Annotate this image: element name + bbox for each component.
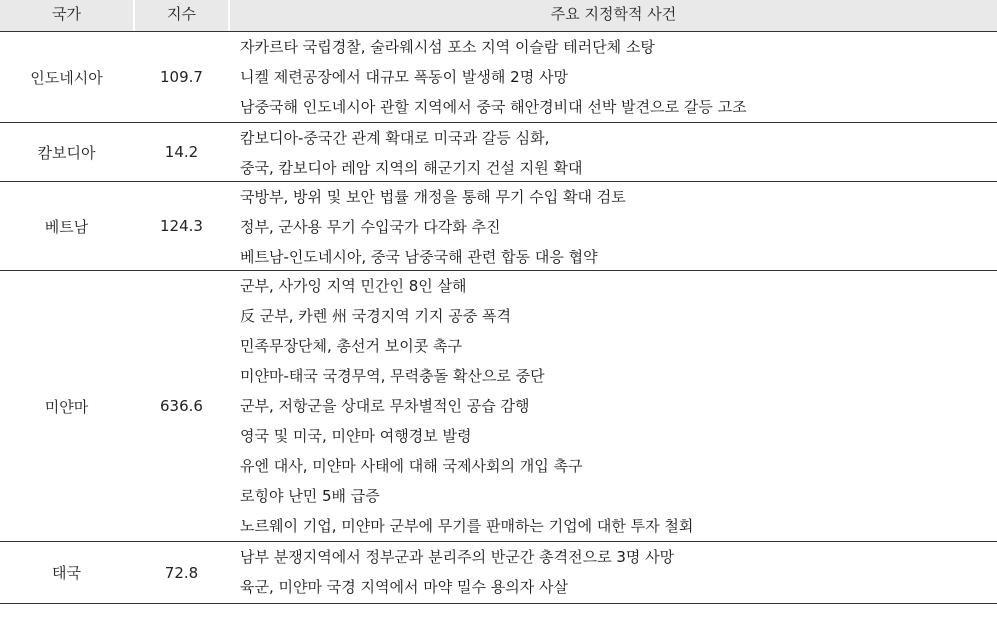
table-row-cambodia [0, 123, 997, 182]
event-item: 국방부, 방위 및 보안 법률 개정을 통해 무기 수입 확대 검토 [240, 188, 626, 206]
event-item: 자카르타 국립경찰, 술라웨시섬 포소 지역 이슬람 테러단체 소탕 [240, 38, 655, 56]
table-row-thailand [0, 542, 997, 604]
event-item: 노르웨이 기업, 미얀마 군부에 무기를 판매하는 기업에 대한 투자 철회 [240, 517, 694, 535]
table-row-indonesia [0, 32, 997, 123]
events-cell [240, 542, 674, 602]
country-cell: 태국 [52, 564, 81, 582]
event-item: 남중국해 인도네시아 관할 지역에서 중국 해안경비대 선박 발견으로 갈등 고조 [240, 98, 747, 116]
column-divider [228, 542, 230, 603]
event-item: 니켈 제련공장에서 대규모 폭동이 발생해 2명 사망 [240, 68, 568, 86]
country-cell: 베트남 [44, 217, 89, 236]
country-cell: 인도네시아 [30, 68, 103, 87]
events-cell [240, 271, 693, 541]
event-item: 캄보디아-중국간 관계 확대로 미국과 갈등 심화, [240, 129, 550, 147]
event-item: 영국 및 미국, 미얀마 여행경보 발령 [240, 427, 472, 445]
table-row-vietnam [0, 182, 997, 271]
index-cell: 124.3 [160, 217, 203, 235]
event-item: 군부, 사가잉 지역 민간인 8인 살해 [240, 277, 467, 295]
country-cell: 캄보디아 [37, 143, 96, 162]
events-cell [240, 32, 747, 122]
index-cell: 14.2 [164, 143, 199, 161]
events-cell [240, 123, 582, 183]
index-cell: 72.8 [164, 563, 199, 582]
event-item: 미얀마-태국 국경무역, 무력충돌 확산으로 중단 [240, 367, 545, 385]
event-item: 육군, 미얀마 국경 지역에서 마약 밀수 용의자 사살 [240, 578, 568, 596]
table-row-myanmar [0, 271, 997, 542]
event-item: 정부, 군사용 무기 수입국가 다각화 추진 [240, 218, 501, 236]
event-item: 군부, 저항군을 상대로 무차별적인 공습 감행 [240, 397, 530, 415]
column-divider [228, 32, 230, 122]
index-cell: 109.7 [160, 68, 203, 86]
event-item: 유엔 대사, 미얀마 사태에 대해 국제사회의 개입 촉구 [240, 457, 583, 475]
header-country: 국가 [52, 5, 81, 23]
event-item: 민족무장단체, 총선거 보이콧 촉구 [240, 337, 462, 355]
event-item: 反 군부, 카렌 州 국경지역 기지 공중 폭격 [240, 307, 512, 325]
event-item: 남부 분쟁지역에서 정부군과 분리주의 반군간 총격전으로 3명 사망 [240, 548, 675, 566]
event-item: 로힝야 난민 5배 급증 [240, 487, 380, 505]
index-cell: 636.6 [160, 397, 203, 415]
header-index: 지수 [167, 5, 196, 23]
country-cell: 미얀마 [44, 397, 89, 416]
column-divider [228, 182, 230, 270]
table-header [0, 0, 997, 32]
column-divider [228, 271, 230, 541]
events-cell [240, 182, 626, 272]
column-divider [228, 123, 230, 181]
event-item: 베트남-인도네시아, 중국 남중국해 관련 합동 대응 협약 [240, 248, 598, 266]
header-events: 주요 지정학적 사건 [550, 5, 677, 23]
event-item: 중국, 캄보디아 레암 지역의 해군기지 건설 지원 확대 [240, 159, 583, 177]
